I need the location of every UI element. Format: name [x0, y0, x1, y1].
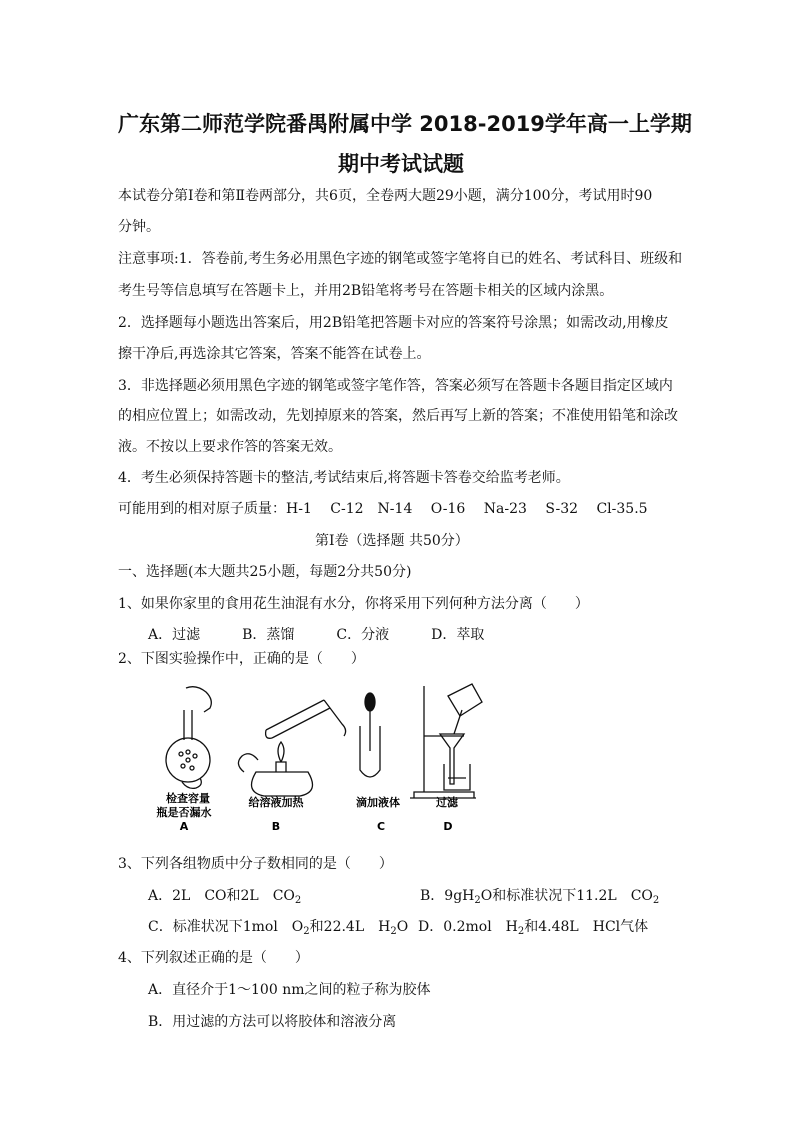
note-1a: 注意事项:1．答卷前,考生务必用黑色字迹的钢笔或签字笔将自已的姓名、考试科目、班级和 [118, 251, 683, 267]
volumetric-flask-icon [166, 687, 211, 789]
note-2a: 2．选择题每小题选出答案后，用2B铅笔把答题卡对应的答案符号涂黑；如需改动,用橡皮 [118, 315, 669, 331]
section-header: 第Ⅰ卷（选择题 共50分） [315, 533, 469, 549]
section-part: 一、选择题(本大题共25小题，每题2分共50分) [118, 564, 412, 580]
intro-line-2: 分钟。 [118, 219, 160, 235]
note-2b: 擦干净后,再选涂其它答案，答案不能答在试卷上。 [118, 346, 431, 362]
note-3c: 液。不按以上要求作答的答案无效。 [118, 439, 342, 455]
q2-stem: 2、下图实验操作中，正确的是（ ） [118, 651, 365, 667]
note-3a: 3．非选择题必须用黑色字迹的钢笔或签字笔作答，答案必须写在答题卡各题目指定区域内 [118, 378, 673, 394]
title-line-1: 广东第二师范学院番禺附属中学 2018-2019学年高一上学期 [118, 112, 692, 136]
label-b: 给溶液加热 [248, 796, 304, 809]
note-3b: 的相应位置上；如需改动，先划掉原来的答案，然后再写上新的答案；不准使用铅笔和涂改 [118, 408, 678, 424]
q1-stem: 1、如果你家里的食用花生油混有水分，你将采用下列何种方法分离（ ） [118, 596, 589, 612]
q3-option-c: C．标准状况下1mol $O_2$和22.4L $H_2O$ [148, 919, 409, 937]
intro-line-1: 本试卷分第Ⅰ卷和第Ⅱ卷两部分，共6页，全卷两大题29小题，满分100分，考试用时90 [118, 188, 653, 204]
label-a-line-2: 瓶是否漏水 [156, 806, 212, 819]
q4-option-b: B．用过滤的方法可以将胶体和溶液分离 [148, 1014, 397, 1030]
q4-option-a: A．直径介于1～100 nm之间的粒子称为胶体 [148, 982, 431, 998]
q3-option-d: D．0.2mol $H_2$和4.48L HCl气体 [418, 919, 649, 937]
title-line-2: 期中考试试题 [338, 152, 464, 176]
label-d-letter: D [443, 820, 453, 833]
dropper-icon [360, 693, 380, 777]
label-a-letter: A [179, 820, 189, 833]
label-c: 滴加液体 [356, 796, 400, 809]
q1-options: A．过滤 B．蒸馏 C．分液 D．萃取 [148, 627, 485, 643]
filtration-stand-icon [410, 684, 482, 798]
q4-stem: 4、下列叙述正确的是（ ） [118, 950, 309, 966]
label-b-letter: B [271, 820, 281, 833]
q3-option-a: A．2L CO和2L $CO_2$ [148, 888, 302, 906]
q3-stem: 3、下列各组物质中分子数相同的是（ ） [118, 856, 393, 872]
atomic-masses: 可能用到的相对原子质量：H-1 C-12 N-14 O-16 Na-23 S-32 Cl-35.5 [118, 501, 648, 517]
note-1b: 考生号等信息填写在答题卡上，并用2B铅笔将考号在答题卡相关的区域内涂黑。 [118, 283, 614, 299]
q2-apparatus-figure [148, 680, 508, 840]
q3-option-b: B．$9gH_2O$和标准状况下11.2L $CO_2$ [420, 888, 660, 906]
label-d: 过滤 [436, 796, 458, 809]
alcohol-lamp-icon [238, 700, 345, 796]
label-a-line-1: 检查容量 [166, 792, 210, 805]
note-4: 4．考生必须保持答题卡的整洁,考试结束后,将答题卡答卷交给监考老师。 [118, 470, 570, 486]
label-c-letter: C [376, 820, 386, 833]
